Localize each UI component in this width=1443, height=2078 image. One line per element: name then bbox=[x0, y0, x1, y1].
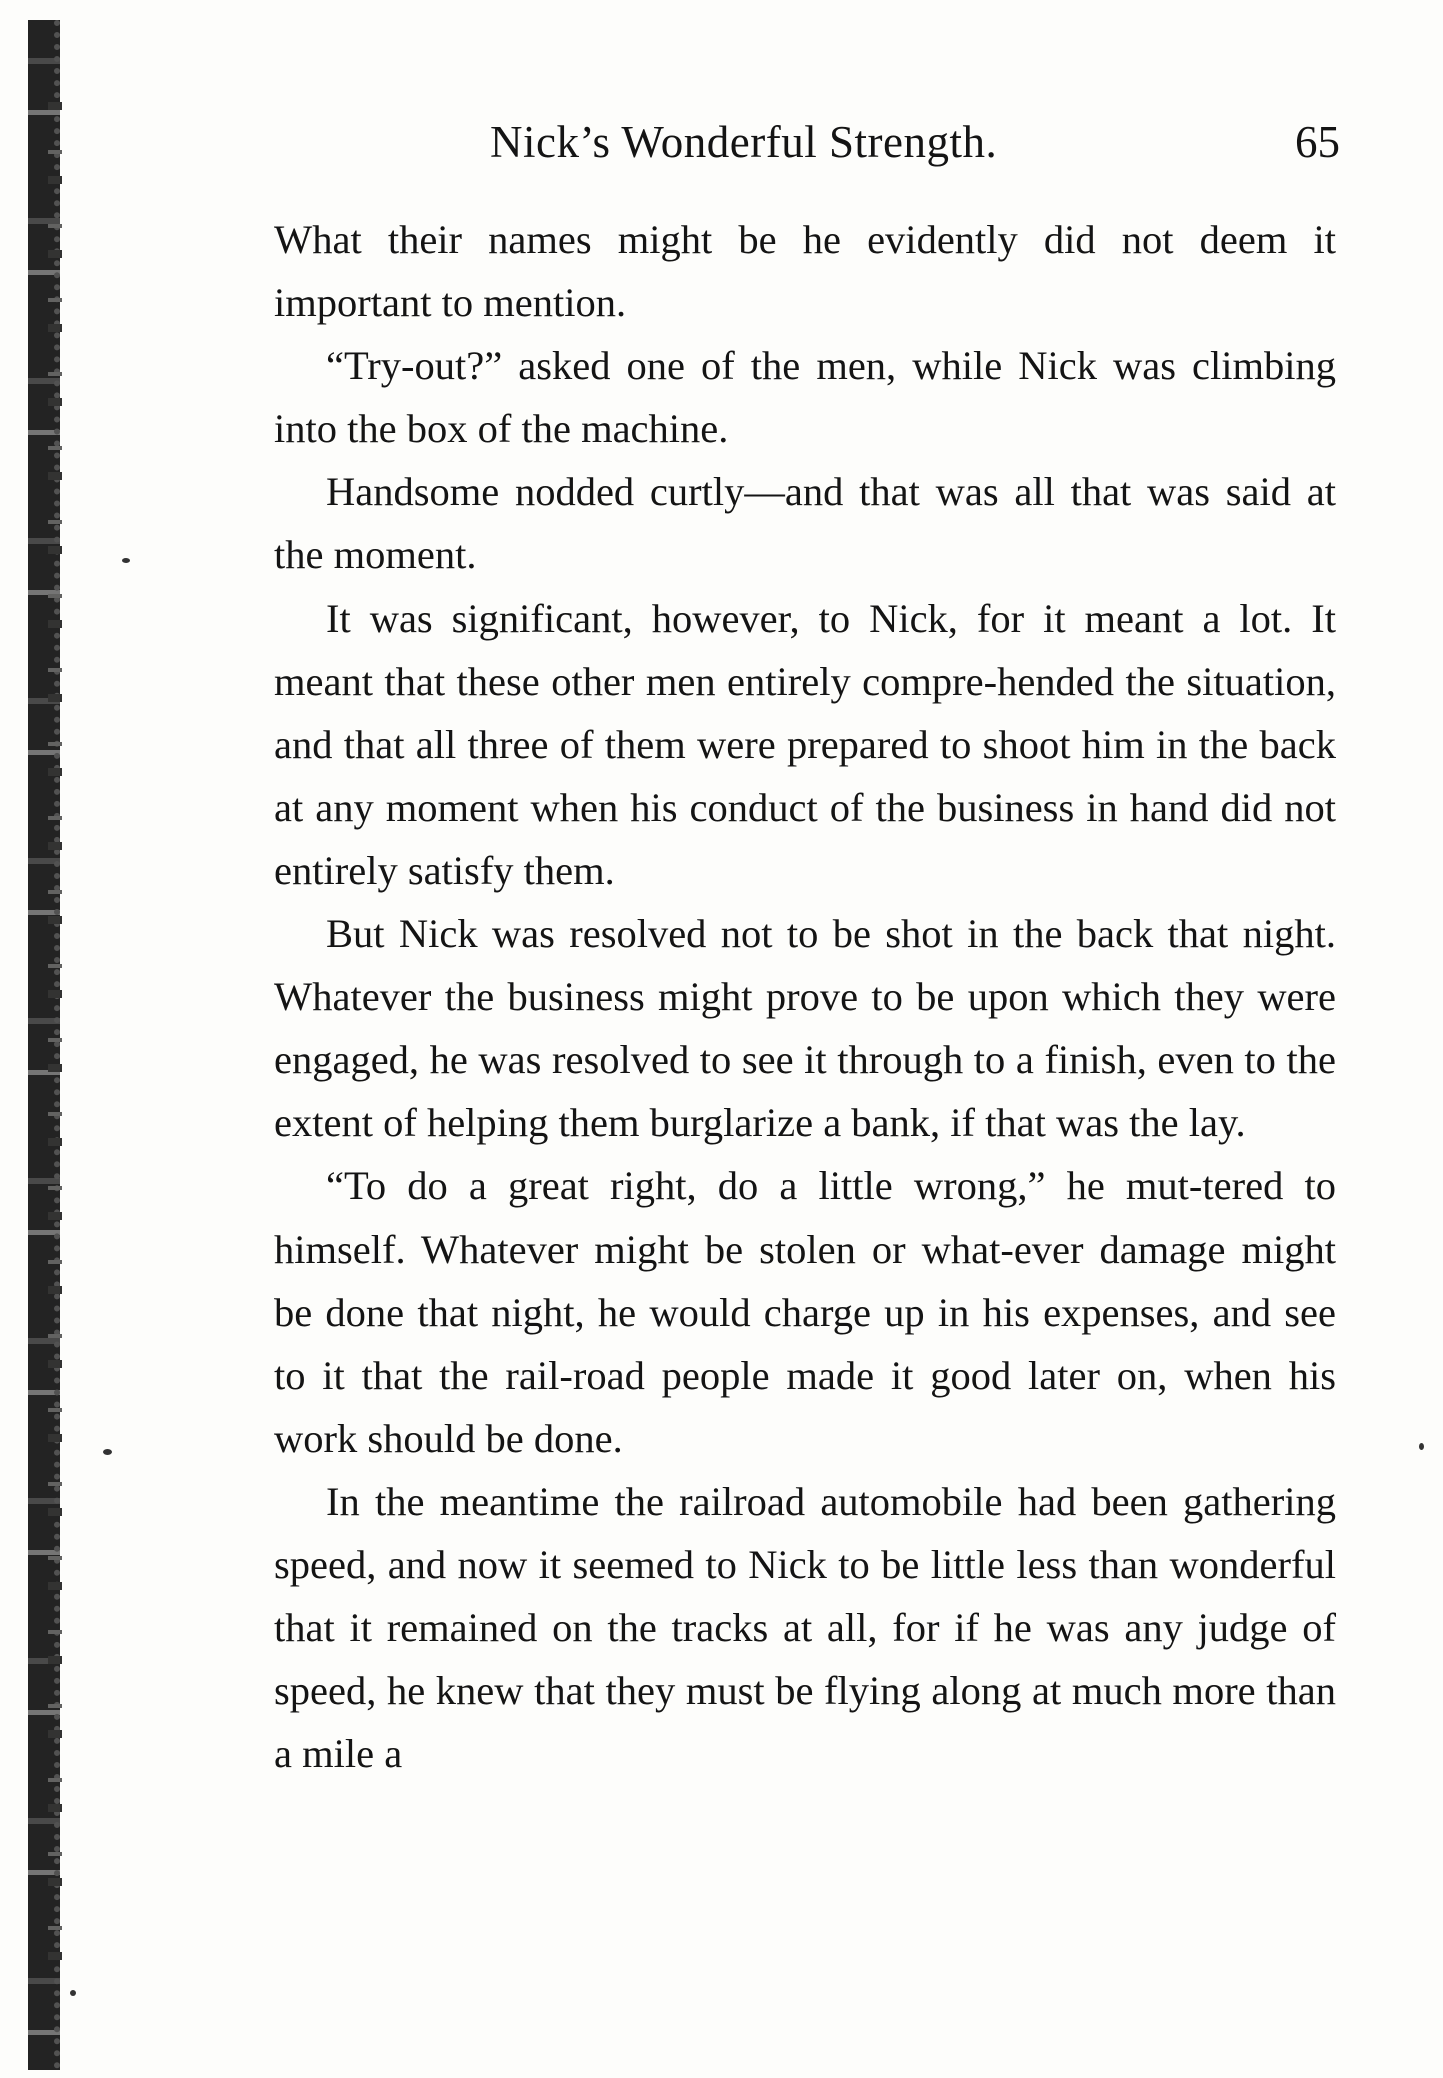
running-head bbox=[270, 112, 1340, 172]
body-text bbox=[274, 208, 1336, 1785]
paragraph: But Nick was resolved not to be shot in the back that night. Whatever the business might prove to be upon which they were engaged, he was resolved to see it through to a finish, even to the extent of helping them burglarize a bank, if that was the lay. bbox=[274, 911, 1336, 1146]
paragraph: “To do a great right, do a little wrong,” he mut-tered to himself. Whatever might be stolen or what-ever damage might be done that night, he would charge up in his expenses, and see to it that the rail-road people made it good later on, when his work should be done. bbox=[274, 1163, 1336, 1461]
paragraph: In the meantime the railroad automobile had been gathering speed, and now it seemed to Nick to be little less than wonderful that it remained on the tracks at all, for if he was any judge of speed, he knew that they must be flying along at much more than a mile a bbox=[274, 1478, 1336, 1777]
scanned-binding-edge bbox=[28, 20, 60, 2070]
paragraph: “Try-out?” asked one of the men, while Nick was climbing into the box of the machine. bbox=[274, 343, 1336, 452]
running-head-title: Nick’s Wonderful Strength. bbox=[490, 117, 998, 167]
paragraph: Handsome nodded curtly—and that was all that was said at the moment. bbox=[274, 469, 1336, 578]
scan-speck bbox=[70, 1990, 76, 1996]
page-number: 65 bbox=[1295, 117, 1340, 167]
scan-speck bbox=[122, 558, 130, 563]
paragraph: It was significant, however, to Nick, for it meant a lot. It meant that these other men entirely compre-hended the situation, and that all three of them were prepared to shoot him in the back at any moment when his conduct of the business in hand did not entirely satisfy them. bbox=[274, 595, 1336, 893]
paragraph: What their names might be he evidently did not deem it important to mention. bbox=[274, 217, 1336, 326]
scan-speck bbox=[1419, 1443, 1424, 1450]
scan-speck bbox=[103, 1449, 112, 1455]
